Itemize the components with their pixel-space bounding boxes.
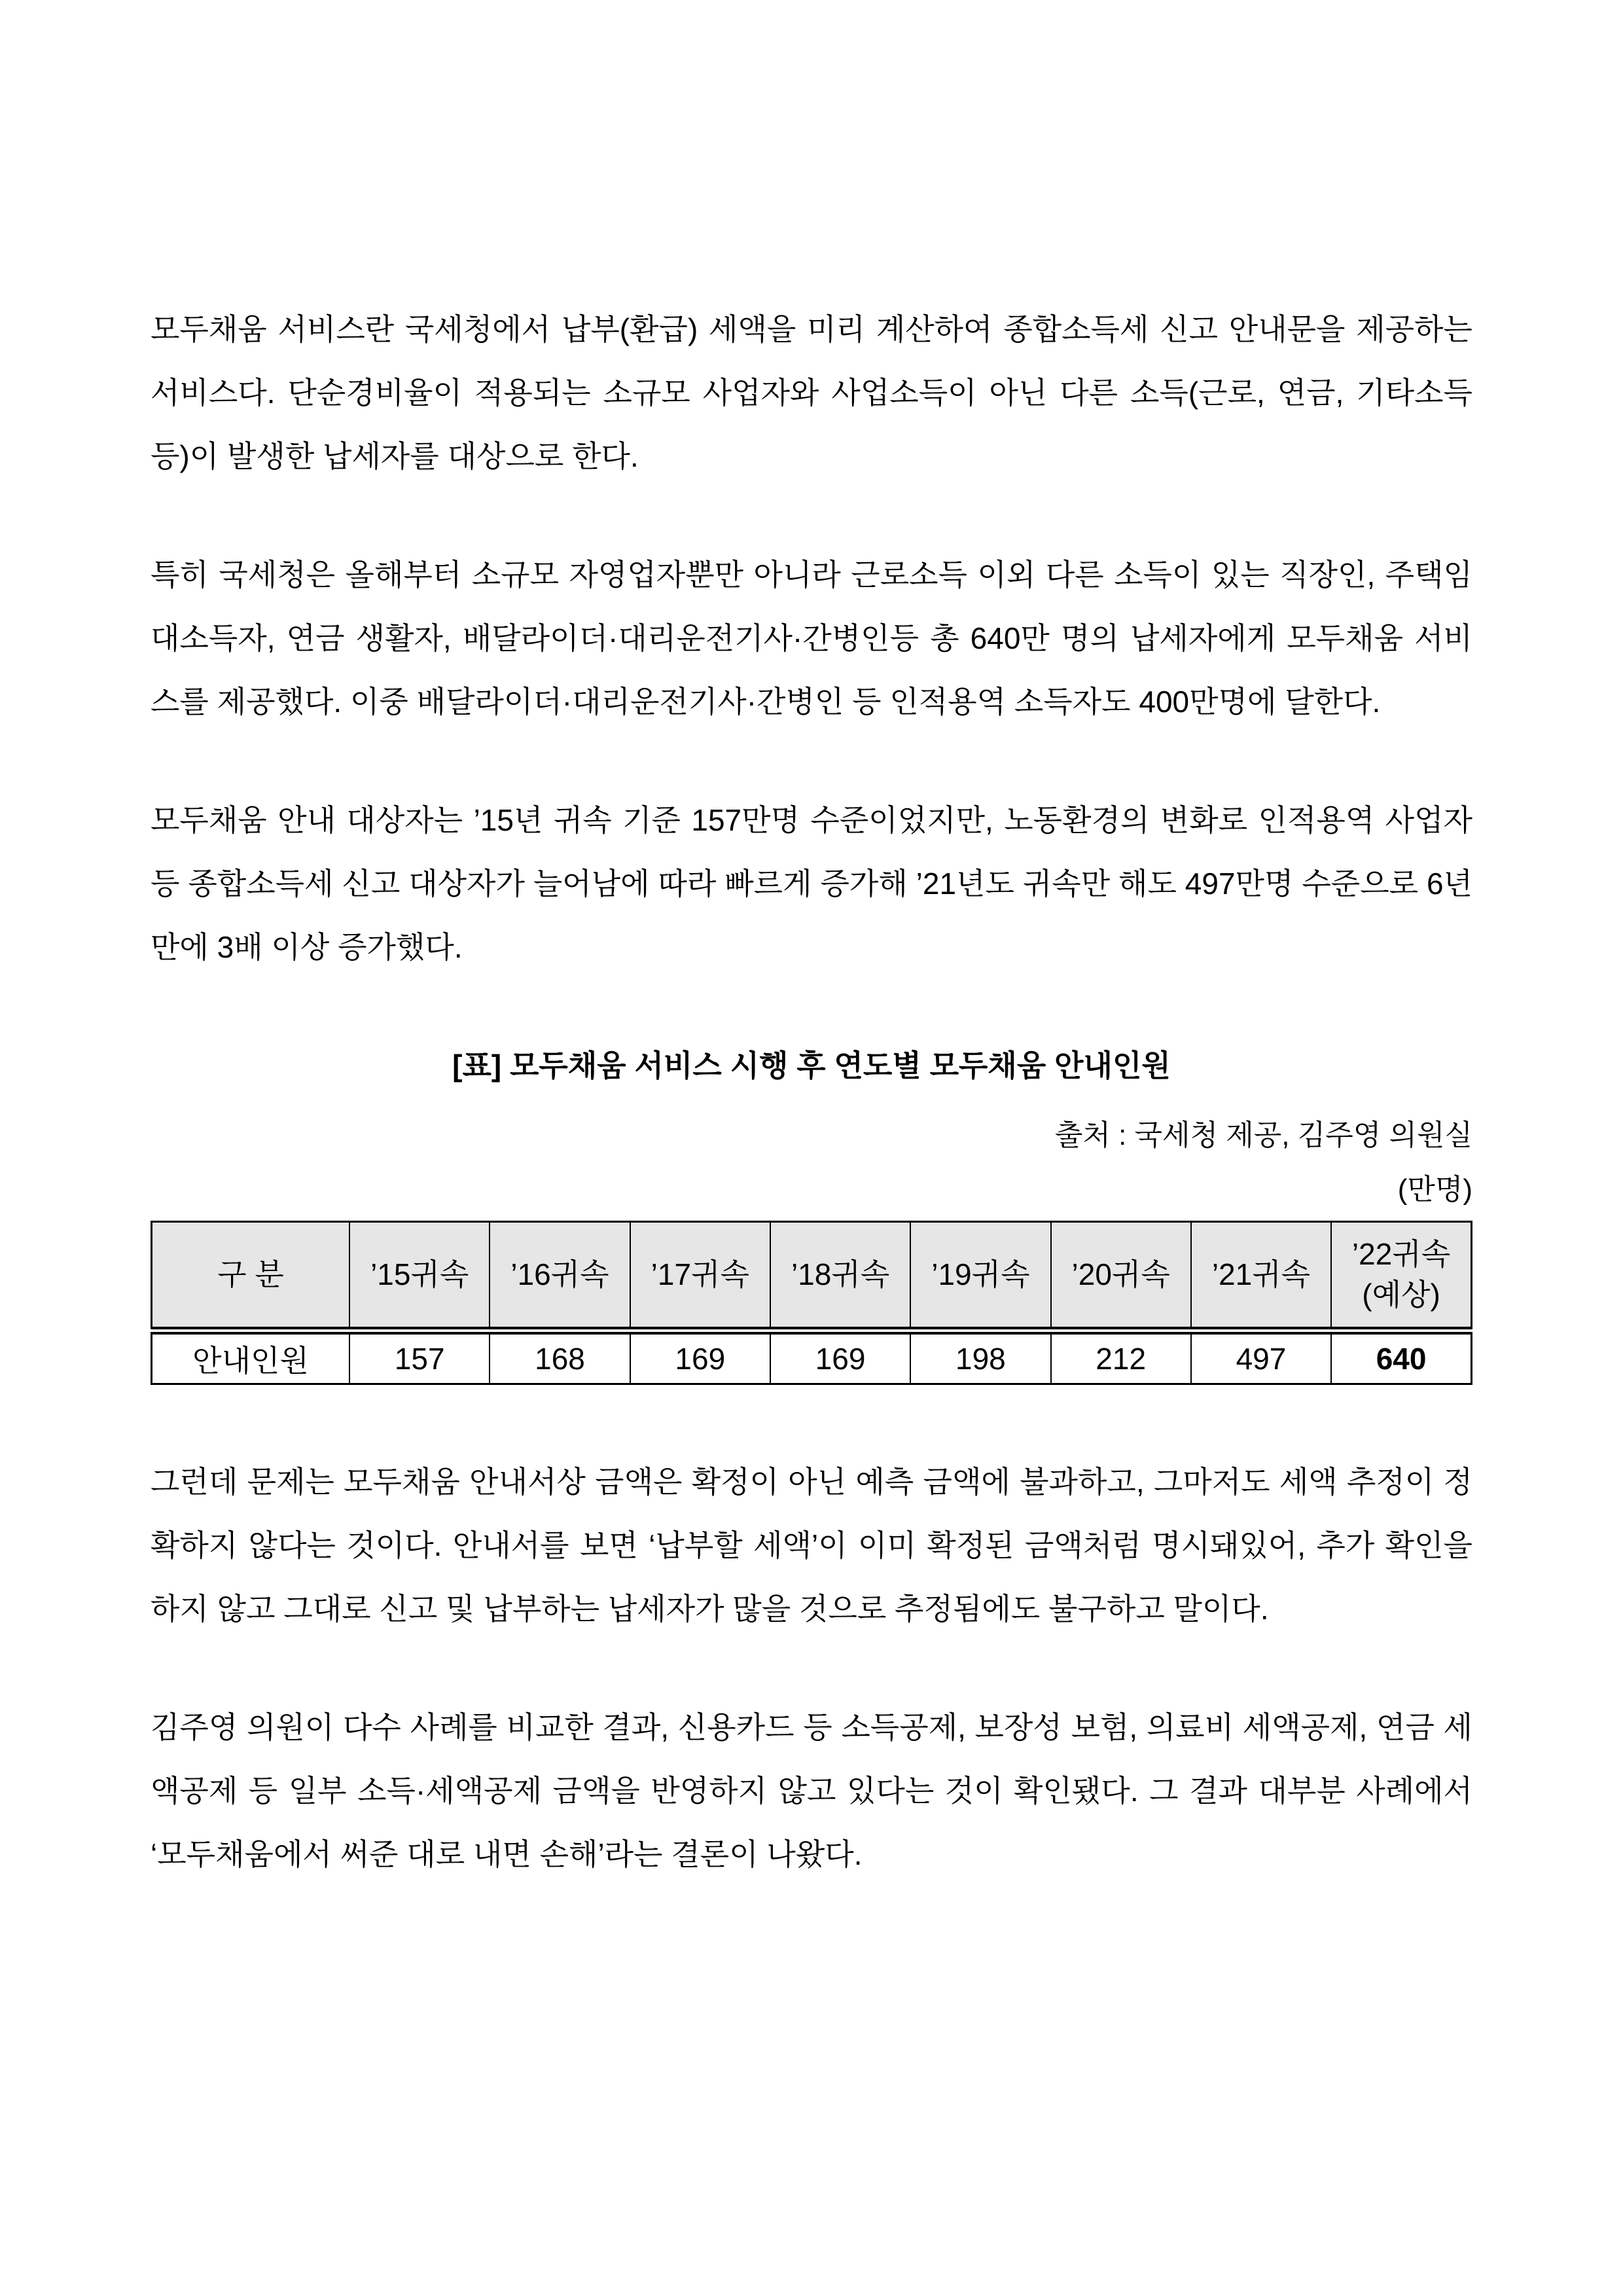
table-header-row xyxy=(152,1222,1472,1331)
header-year-17: ’17귀속 xyxy=(630,1222,770,1331)
paragraph-conclusion: 김주영 의원이 다수 사례를 비교한 결과, 신용카드 등 소득공제, 보장성 보험, 의료비 세액공제, 연금 세액공제 등 일부 소득·세액공제 금액을 반영하지 않고 있다는 것이 확인됐다. 그 결과 대부분 사례에서 ‘모두채움에서 써준 대로 내면 손해’라는 결론이 나왔다. xyxy=(151,1710,1472,1871)
value-year-20: 212 xyxy=(1051,1331,1191,1384)
header-year-20: ’20귀속 xyxy=(1051,1222,1191,1331)
paragraph-service-expansion: 특히 국세청은 올해부터 소규모 자영업자뿐만 아니라 근로소득 이외 다른 소득이 있는 직장인, 주택임대소득자, 연금 생활자, 배달라이더·대리운전기사·간병인등 총 640만 명의 납세자에게 모두채움 서비스를 제공했다. 이중 배달라이더·대리운전기사·간병인 등 인적용역 소득자도 400만명에 달한다. xyxy=(151,558,1472,719)
header-year-19: ’19귀속 xyxy=(910,1222,1050,1331)
header-year-15: ’15귀속 xyxy=(349,1222,490,1331)
table-unit: (만명) xyxy=(1397,1174,1472,1206)
header-category: 구 분 xyxy=(152,1222,350,1331)
table-title: [표] 모두채움 서비스 시행 후 연도별 모두채움 안내인원 xyxy=(452,1049,1171,1083)
value-year-16: 168 xyxy=(490,1331,630,1384)
row-label: 안내인원 xyxy=(152,1331,350,1384)
annual-guidance-count-table xyxy=(151,1221,1472,1385)
value-year-18: 169 xyxy=(770,1331,910,1384)
value-year-15: 157 xyxy=(349,1331,490,1384)
paragraph-growth: 모두채움 안내 대상자는 ’15년 귀속 기준 157만명 수준이었지만, 노동환경의 변화로 인적용역 사업자 등 종합소득세 신고 대상자가 늘어남에 따라 빠르게 증가해 ’21년도 귀속만 해도 497만명 수준으로 6년만에 3배 이상 증가했다. xyxy=(151,803,1472,964)
table-data-row xyxy=(152,1331,1472,1384)
paragraph-problem: 그런데 문제는 모두채움 안내서상 금액은 확정이 아닌 예측 금액에 불과하고, 그마저도 세액 추정이 정확하지 않다는 것이다. 안내서를 보면 ‘납부할 세액’이 이미 확정된 금액처럼 명시돼있어, 추가 확인을 하지 않고 그대로 신고 및 납부하는 납세자가 많을 것으로 추정됨에도 불구하고 말이다. xyxy=(151,1465,1472,1626)
header-year-22-expected xyxy=(1331,1222,1471,1331)
header-year-22-line1: ’22귀속 xyxy=(1351,1237,1451,1272)
value-year-22-expected: 640 xyxy=(1331,1331,1471,1384)
value-year-17: 169 xyxy=(630,1331,770,1384)
table-source: 출처 : 국세청 제공, 김주영 의원실 xyxy=(1054,1119,1472,1151)
header-year-18: ’18귀속 xyxy=(770,1222,910,1331)
value-year-21: 497 xyxy=(1191,1331,1331,1384)
value-year-19: 198 xyxy=(910,1331,1050,1384)
paragraph-intro: 모두채움 서비스란 국세청에서 납부(환급) 세액을 미리 계산하여 종합소득세 신고 안내문을 제공하는 서비스다. 단순경비율이 적용되는 소규모 사업자와 사업소득이 아닌 다른 소득(근로, 연금, 기타소득 등)이 발생한 납세자를 대상으로 한다. xyxy=(151,312,1472,473)
header-year-21: ’21귀속 xyxy=(1191,1222,1331,1331)
header-year-16: ’16귀속 xyxy=(490,1222,630,1331)
header-year-22-line2: (예상) xyxy=(1362,1278,1440,1312)
